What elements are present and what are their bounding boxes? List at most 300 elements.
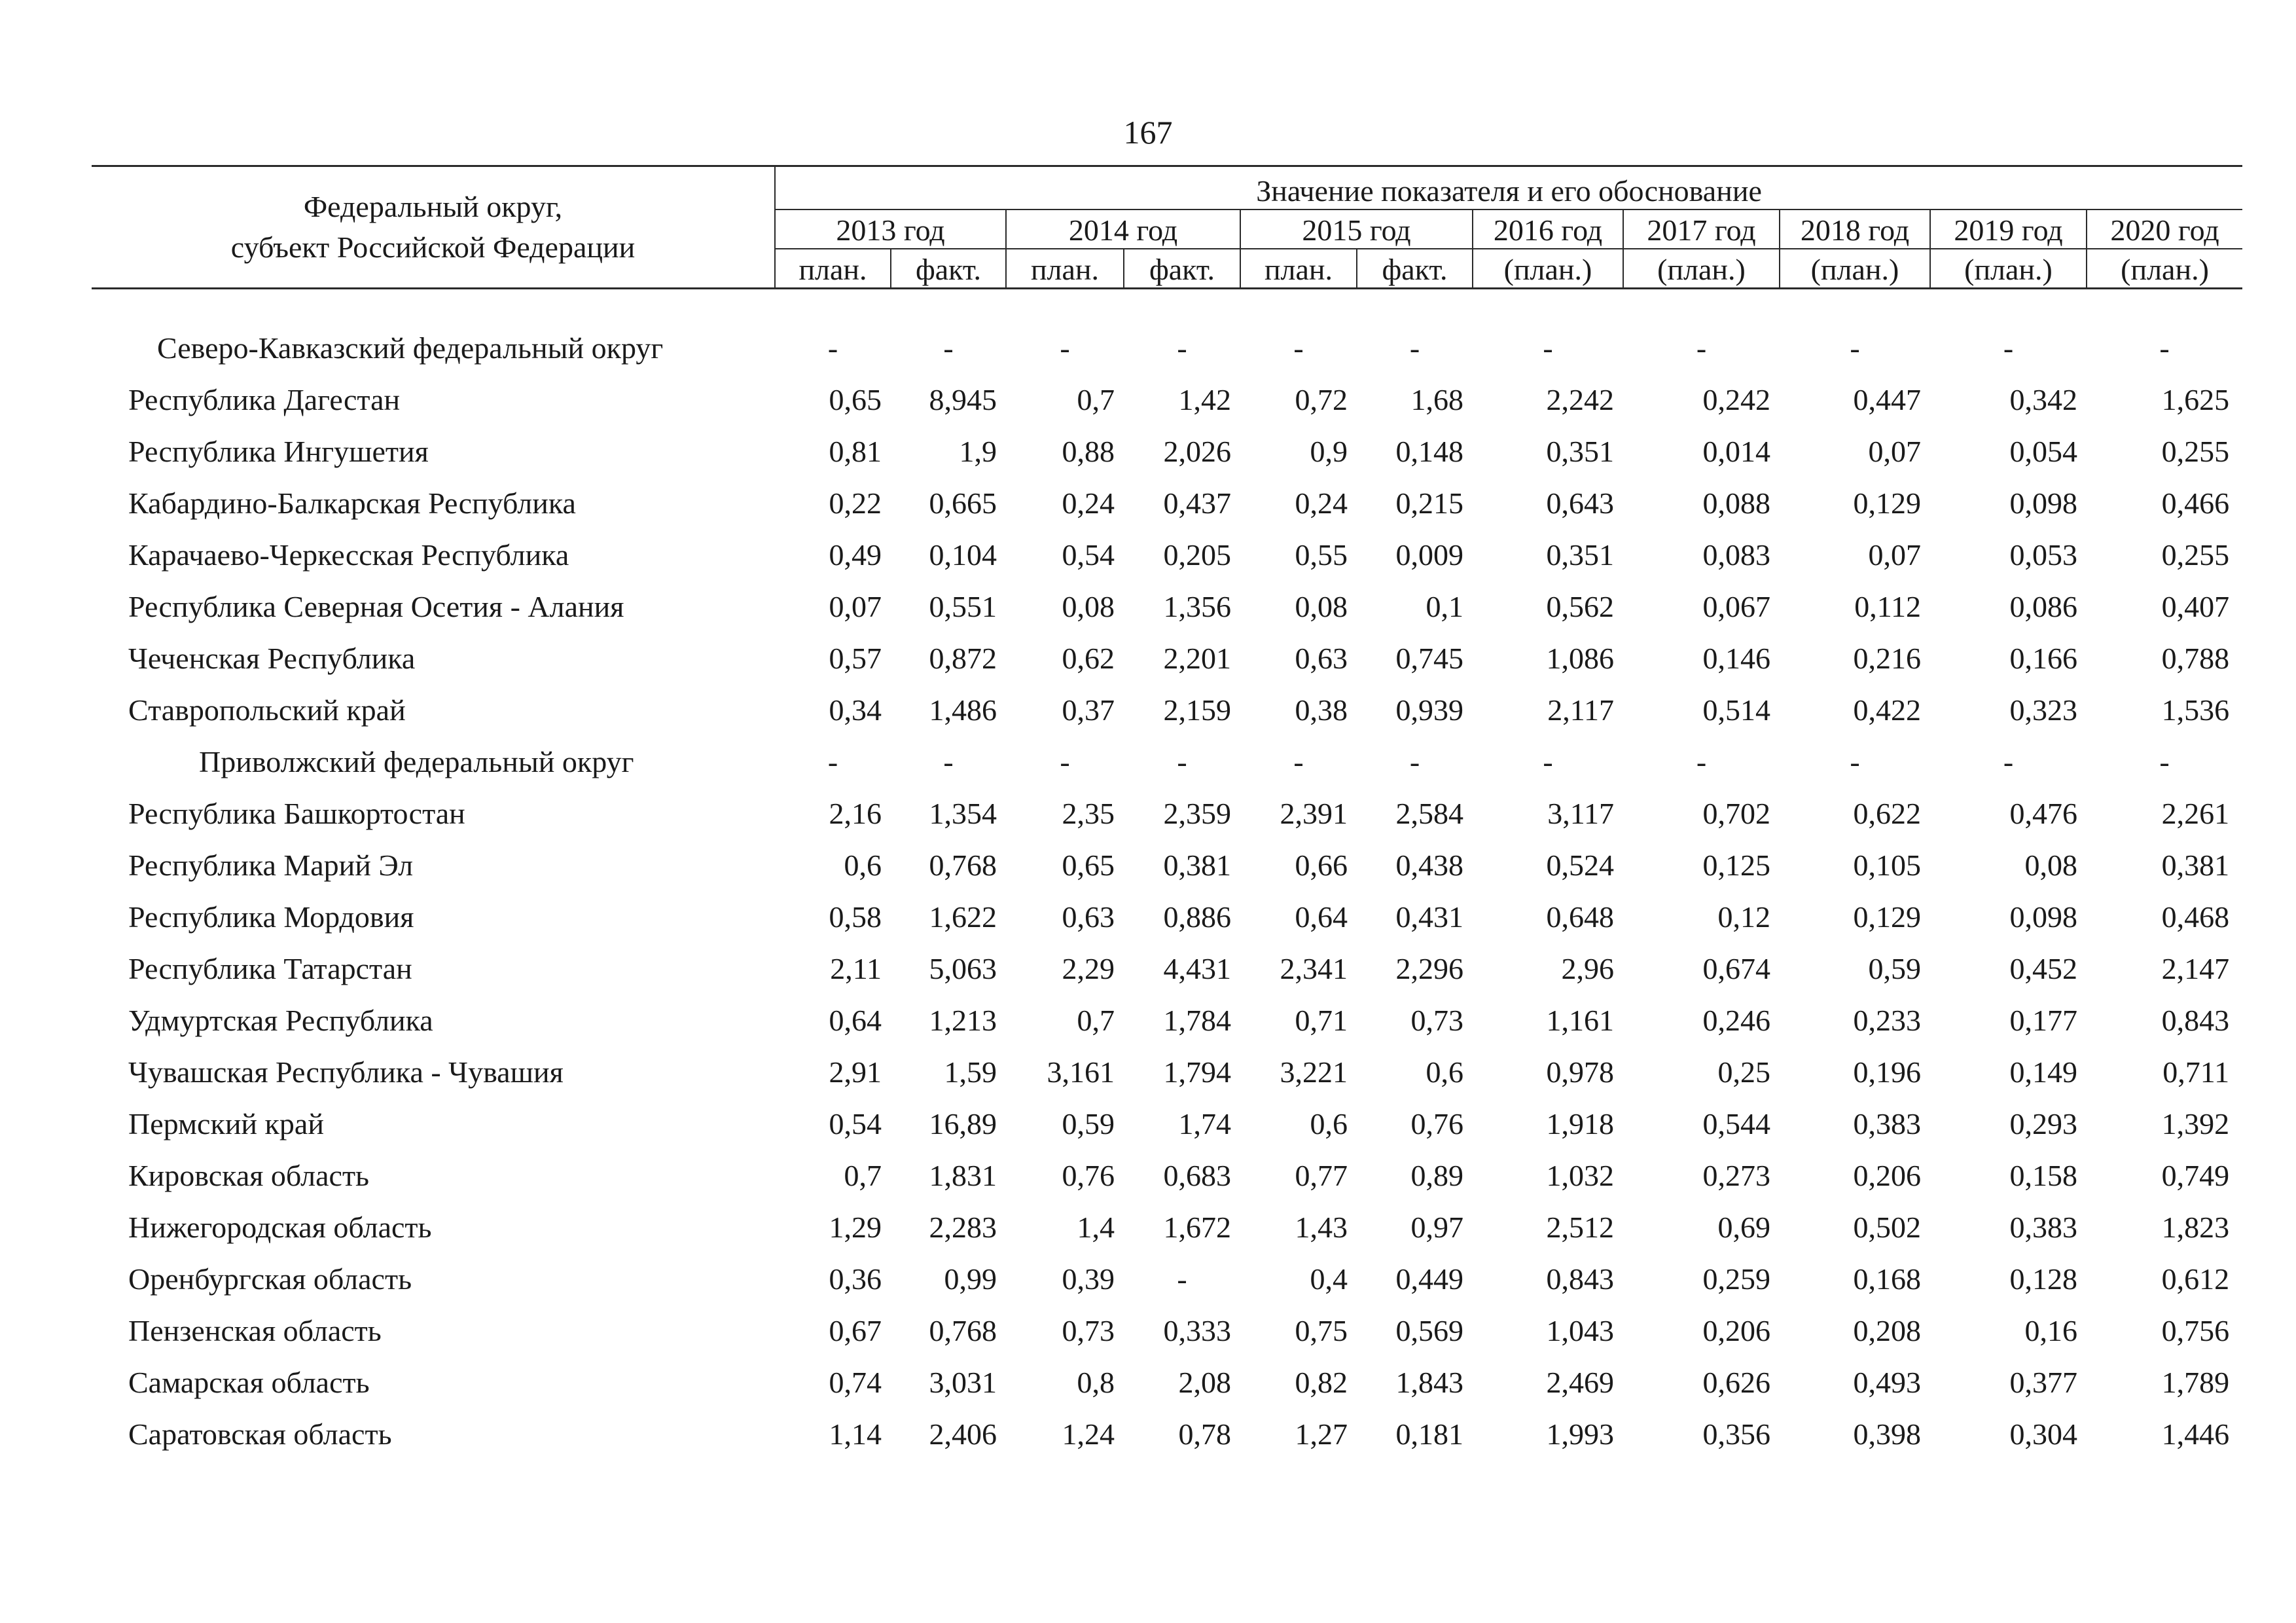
value-cell: 0,73: [1062, 1314, 1115, 1347]
value-cell: 0,323: [2009, 693, 2077, 727]
region-name: Кировская область: [128, 1159, 370, 1192]
value-cell: 0,342: [2009, 383, 2077, 416]
value-cell: 2,201: [1163, 642, 1231, 675]
row-label-header-line: субъект Российской Федерации: [230, 230, 636, 264]
value-cell: -: [1293, 331, 1304, 365]
value-cell: 0,08: [2024, 848, 2077, 882]
table-row: [92, 788, 2242, 839]
value-cell: -: [827, 331, 838, 365]
value-cell: 0,216: [1853, 642, 1921, 675]
value-cell: 0,97: [1410, 1211, 1463, 1244]
value-cell: 0,65: [1062, 848, 1115, 882]
value-cell: 1,843: [1395, 1366, 1463, 1399]
value-cell: 0,75: [1295, 1314, 1348, 1347]
value-cell: 0,431: [1395, 900, 1463, 934]
value-cell: 1,354: [929, 797, 997, 830]
value-cell: 3,161: [1047, 1055, 1115, 1089]
value-cell: 0,37: [1062, 693, 1115, 727]
table-row: [92, 1150, 2242, 1201]
value-cell: 0,104: [929, 538, 997, 572]
region-name: Республика Башкортостан: [128, 797, 465, 830]
group-header: Значение показателя и его обоснование: [775, 166, 2242, 210]
value-cell: 0,146: [1702, 642, 1770, 675]
district-row: [92, 736, 2242, 788]
value-cell: 3,031: [929, 1366, 997, 1399]
region-name: Республика Мордовия: [128, 900, 414, 934]
value-cell: 1,356: [1163, 590, 1231, 623]
value-cell: 0,6: [1426, 1055, 1463, 1089]
value-cell: 8,945: [929, 383, 997, 416]
value-cell: -: [2003, 745, 2014, 778]
value-cell: 0,978: [1546, 1055, 1614, 1089]
value-cell: 0,81: [829, 435, 882, 468]
table-row: [92, 1305, 2242, 1357]
value-cell: 3,221: [1280, 1055, 1348, 1089]
value-cell: 0,569: [1395, 1314, 1463, 1347]
value-cell: 0,683: [1163, 1159, 1231, 1192]
value-cell: 2,391: [1280, 797, 1348, 830]
value-cell: 0,149: [2009, 1055, 2077, 1089]
value-cell: 0,843: [2161, 1004, 2230, 1037]
value-cell: 1,68: [1410, 383, 1463, 416]
value-cell: 0,25: [1717, 1055, 1770, 1089]
value-cell: 1,784: [1163, 1004, 1231, 1037]
value-cell: 0,886: [1163, 900, 1231, 934]
region-name: Саратовская область: [128, 1417, 392, 1451]
value-cell: 4,431: [1163, 952, 1231, 985]
value-cell: 1,672: [1163, 1211, 1231, 1244]
value-cell: 0,59: [1062, 1107, 1115, 1140]
value-cell: 2,341: [1280, 952, 1348, 985]
region-name: Республика Татарстан: [128, 952, 412, 985]
indicator-table: [92, 165, 2242, 1460]
value-cell: 0,82: [1295, 1366, 1348, 1399]
sub-header: (план.): [2121, 253, 2209, 286]
value-cell: 0,24: [1295, 486, 1348, 520]
region-name: Республика Ингушетия: [128, 435, 429, 468]
value-cell: 2,512: [1546, 1211, 1614, 1244]
value-cell: 0,383: [1853, 1107, 1921, 1140]
value-cell: 0,55: [1295, 538, 1348, 572]
value-cell: -: [943, 745, 954, 778]
value-cell: 1,4: [1077, 1211, 1115, 1244]
value-cell: 0,125: [1702, 848, 1770, 882]
value-cell: 0,242: [1702, 383, 1770, 416]
value-cell: 2,29: [1062, 952, 1115, 985]
table-row: [92, 529, 2242, 581]
year-header: 2019 год: [1930, 210, 2087, 249]
table-row: [92, 374, 2242, 426]
value-cell: -: [1543, 745, 1553, 778]
value-cell: 0,674: [1702, 952, 1770, 985]
year-header: 2018 год: [1780, 210, 1930, 249]
value-cell: -: [1293, 745, 1304, 778]
value-cell: 0,129: [1853, 900, 1921, 934]
region-name: Самарская область: [128, 1366, 370, 1399]
value-cell: 0,768: [929, 848, 997, 882]
region-name: Карачаево-Черкесская Республика: [128, 538, 569, 572]
value-cell: 16,89: [929, 1107, 997, 1140]
value-cell: 1,993: [1546, 1417, 1614, 1451]
value-cell: 0,398: [1853, 1417, 1921, 1451]
value-cell: 0,08: [1295, 590, 1348, 623]
value-cell: 1,27: [1295, 1417, 1348, 1451]
value-cell: 0,356: [1702, 1417, 1770, 1451]
value-cell: 0,112: [1854, 590, 1921, 623]
value-cell: 0,65: [829, 383, 882, 416]
value-cell: 0,36: [829, 1262, 882, 1296]
value-cell: 0,053: [2009, 538, 2077, 572]
value-cell: 0,54: [829, 1107, 882, 1140]
value-cell: 0,7: [1077, 383, 1115, 416]
value-cell: 0,437: [1163, 486, 1231, 520]
value-cell: 0,74: [829, 1366, 882, 1399]
value-cell: 0,22: [829, 486, 882, 520]
region-name: Чувашская Республика - Чувашия: [128, 1055, 564, 1089]
value-cell: 1,14: [829, 1417, 882, 1451]
value-cell: 0,438: [1395, 848, 1463, 882]
value-cell: 0,49: [829, 538, 882, 572]
value-cell: 0,206: [1853, 1159, 1921, 1192]
sub-header: план.: [1006, 249, 1124, 289]
value-cell: 1,789: [2161, 1366, 2230, 1399]
table-body: [92, 289, 2242, 1461]
value-cell: 0,62: [1062, 642, 1115, 675]
value-cell: 2,147: [2161, 952, 2230, 985]
district-name: Северо-Кавказский федеральный округ: [157, 331, 664, 365]
value-cell: 1,74: [1178, 1107, 1231, 1140]
value-cell: 1,42: [1178, 383, 1231, 416]
value-cell: 0,63: [1295, 642, 1348, 675]
value-cell: 0,086: [2009, 590, 2077, 623]
value-cell: 1,831: [929, 1159, 997, 1192]
value-cell: 0,72: [1295, 383, 1348, 416]
value-cell: 0,67: [829, 1314, 882, 1347]
value-cell: 0,4: [1310, 1262, 1348, 1296]
value-cell: 0,067: [1702, 590, 1770, 623]
value-cell: 1,59: [944, 1055, 997, 1089]
row-label-header-line: Федеральный округ,: [303, 190, 563, 223]
year-header: 2020 год: [2087, 210, 2242, 249]
value-cell: 3,117: [1547, 797, 1614, 830]
value-cell: 0,177: [2009, 1004, 2077, 1037]
value-cell: 0,622: [1853, 797, 1921, 830]
value-cell: -: [2003, 331, 2014, 365]
table-row: [92, 1253, 2242, 1305]
table-row: [92, 891, 2242, 943]
table-row: [92, 684, 2242, 736]
value-cell: -: [1060, 331, 1070, 365]
value-cell: 1,043: [1546, 1314, 1614, 1347]
value-cell: 0,181: [1395, 1417, 1463, 1451]
value-cell: -: [2159, 331, 2170, 365]
value-cell: -: [943, 331, 954, 365]
region-name: Республика Дагестан: [128, 383, 401, 416]
value-cell: 2,117: [1547, 693, 1614, 727]
value-cell: 0,6: [844, 848, 882, 882]
value-cell: -: [1060, 745, 1070, 778]
value-cell: 0,788: [2161, 642, 2230, 675]
value-cell: 0,66: [1295, 848, 1348, 882]
value-cell: 0,466: [2161, 486, 2230, 520]
table-row: [92, 1098, 2242, 1150]
value-cell: 0,07: [1868, 435, 1921, 468]
value-cell: 1,625: [2161, 383, 2230, 416]
value-cell: 0,7: [844, 1159, 882, 1192]
value-cell: 2,584: [1395, 797, 1463, 830]
value-cell: 2,91: [829, 1055, 882, 1089]
value-cell: 0,07: [829, 590, 882, 623]
value-cell: 2,261: [2161, 797, 2230, 830]
value-cell: 1,24: [1062, 1417, 1115, 1451]
sub-header: факт.: [891, 249, 1006, 289]
value-cell: 0,749: [2161, 1159, 2230, 1192]
value-cell: 0,08: [1062, 590, 1115, 623]
value-cell: 0,78: [1178, 1417, 1231, 1451]
value-cell: 2,296: [1395, 952, 1463, 985]
year-header: 2016 год: [1473, 210, 1623, 249]
sub-header: (план.): [1473, 249, 1623, 289]
value-cell: 2,16: [829, 797, 882, 830]
value-cell: 0,63: [1062, 900, 1115, 934]
value-cell: 0,514: [1702, 693, 1770, 727]
value-cell: 0,626: [1702, 1366, 1770, 1399]
value-cell: 0,58: [829, 900, 882, 934]
value-cell: -: [1409, 745, 1420, 778]
value-cell: 0,939: [1395, 693, 1463, 727]
value-cell: 0,88: [1062, 435, 1115, 468]
value-cell: 0,665: [929, 486, 997, 520]
value-cell: 0,098: [2009, 486, 2077, 520]
value-cell: 0,293: [2009, 1107, 2077, 1140]
year-header: 2014 год: [1006, 210, 1240, 249]
value-cell: 1,032: [1546, 1159, 1614, 1192]
value-cell: 0,768: [929, 1314, 997, 1347]
value-cell: 1,823: [2161, 1211, 2230, 1244]
page-number: 167: [1123, 114, 1173, 151]
value-cell: -: [1177, 1262, 1187, 1296]
table-row: [92, 1046, 2242, 1098]
value-cell: 0,756: [2161, 1314, 2230, 1347]
value-cell: 0,304: [2009, 1417, 2077, 1451]
table-row: [92, 943, 2242, 994]
value-cell: 0,476: [2009, 797, 2077, 830]
value-cell: 0,208: [1853, 1314, 1921, 1347]
value-cell: 1,794: [1163, 1055, 1231, 1089]
value-cell: 2,359: [1163, 797, 1231, 830]
value-cell: 0,196: [1853, 1055, 1921, 1089]
value-cell: 0,745: [1395, 642, 1463, 675]
value-cell: -: [1177, 745, 1187, 778]
value-cell: 0,69: [1717, 1211, 1770, 1244]
value-cell: 1,29: [829, 1211, 882, 1244]
value-cell: 0,009: [1395, 538, 1463, 572]
value-cell: 1,446: [2161, 1417, 2230, 1451]
value-cell: -: [2159, 745, 2170, 778]
value-cell: 0,333: [1163, 1314, 1231, 1347]
sub-header: (план.): [1780, 249, 1930, 289]
value-cell: 0,71: [1295, 1004, 1348, 1037]
value-cell: 0,351: [1546, 435, 1614, 468]
value-cell: 0,99: [944, 1262, 997, 1296]
value-cell: -: [1850, 331, 1860, 365]
table-row: [92, 1201, 2242, 1253]
value-cell: 0,246: [1702, 1004, 1770, 1037]
value-cell: 0,098: [2009, 900, 2077, 934]
value-cell: 0,259: [1702, 1262, 1770, 1296]
value-cell: -: [1696, 331, 1707, 365]
value-cell: 2,35: [1062, 797, 1115, 830]
value-cell: 1,086: [1546, 642, 1614, 675]
value-cell: 0,524: [1546, 848, 1614, 882]
value-cell: 0,083: [1702, 538, 1770, 572]
value-cell: 0,129: [1853, 486, 1921, 520]
value-cell: 0,38: [1295, 693, 1348, 727]
value-cell: 0,502: [1853, 1211, 1921, 1244]
value-cell: 2,08: [1178, 1366, 1231, 1399]
row-label-header: [92, 166, 775, 289]
table-row: [92, 994, 2242, 1046]
value-cell: 1,43: [1295, 1211, 1348, 1244]
value-cell: 0,166: [2009, 642, 2077, 675]
value-cell: 0,088: [1702, 486, 1770, 520]
sub-header: факт.: [1124, 249, 1240, 289]
region-name: Чеченская Республика: [128, 642, 416, 675]
value-cell: 0,7: [1077, 1004, 1115, 1037]
value-cell: 2,159: [1163, 693, 1231, 727]
region-name: Ставропольский край: [128, 693, 406, 727]
table-header: [92, 166, 2242, 289]
value-cell: 1,161: [1546, 1004, 1614, 1037]
value-cell: 0,562: [1546, 590, 1614, 623]
region-name: Нижегородская область: [128, 1211, 432, 1244]
table-row: [92, 1357, 2242, 1408]
value-cell: 0,89: [1410, 1159, 1463, 1192]
value-cell: 1,9: [959, 435, 997, 468]
region-name: Оренбургская область: [128, 1262, 412, 1296]
value-cell: 0,168: [1853, 1262, 1921, 1296]
value-cell: 0,447: [1853, 383, 1921, 416]
value-cell: -: [1696, 745, 1707, 778]
value-cell: 0,381: [1163, 848, 1231, 882]
value-cell: 0,1: [1426, 590, 1463, 623]
value-cell: 0,105: [1853, 848, 1921, 882]
value-cell: 1,536: [2161, 693, 2230, 727]
value-cell: 0,407: [2161, 590, 2230, 623]
value-cell: 0,449: [1395, 1262, 1463, 1296]
value-cell: 0,64: [829, 1004, 882, 1037]
value-cell: 0,377: [2009, 1366, 2077, 1399]
value-cell: 0,551: [929, 590, 997, 623]
value-cell: 0,612: [2161, 1262, 2230, 1296]
value-cell: 1,918: [1546, 1107, 1614, 1140]
value-cell: 2,469: [1546, 1366, 1614, 1399]
value-cell: -: [1543, 331, 1553, 365]
value-cell: 5,063: [929, 952, 997, 985]
district-name: Приволжский федеральный округ: [199, 745, 634, 778]
table-row: [92, 581, 2242, 632]
value-cell: 0,215: [1395, 486, 1463, 520]
value-cell: 0,64: [1295, 900, 1348, 934]
year-header: 2015 год: [1240, 210, 1473, 249]
value-cell: 0,452: [2009, 952, 2077, 985]
value-cell: 0,24: [1062, 486, 1115, 520]
value-cell: -: [1850, 745, 1860, 778]
sub-header: план.: [775, 249, 891, 289]
value-cell: 1,392: [2161, 1107, 2230, 1140]
value-cell: 2,026: [1163, 435, 1231, 468]
value-cell: 0,648: [1546, 900, 1614, 934]
value-cell: 2,242: [1546, 383, 1614, 416]
value-cell: 0,383: [2009, 1211, 2077, 1244]
value-cell: 0,255: [2161, 435, 2230, 468]
value-cell: 0,148: [1395, 435, 1463, 468]
value-cell: 1,486: [929, 693, 997, 727]
year-header: 2017 год: [1623, 210, 1780, 249]
table-row: [92, 632, 2242, 684]
value-cell: 0,12: [1717, 900, 1770, 934]
value-cell: 0,158: [2009, 1159, 2077, 1192]
value-cell: 0,54: [1062, 538, 1115, 572]
value-cell: 0,493: [1853, 1366, 1921, 1399]
table-row: [92, 1408, 2242, 1460]
value-cell: -: [1177, 331, 1187, 365]
value-cell: 0,273: [1702, 1159, 1770, 1192]
table-row: [92, 477, 2242, 529]
value-cell: -: [827, 745, 838, 778]
sub-header: (план.): [1930, 249, 2087, 289]
value-cell: 2,283: [929, 1211, 997, 1244]
district-row: [92, 322, 2242, 374]
table-row: [92, 839, 2242, 891]
value-cell: 0,206: [1702, 1314, 1770, 1347]
region-name: Кабардино-Балкарская Республика: [128, 486, 576, 520]
value-cell: 0,76: [1062, 1159, 1115, 1192]
value-cell: -: [1409, 331, 1420, 365]
region-name: Удмуртская Республика: [128, 1004, 433, 1037]
value-cell: 0,711: [2162, 1055, 2230, 1089]
value-cell: 0,233: [1853, 1004, 1921, 1037]
year-header: 2013 год: [775, 210, 1006, 249]
value-cell: 0,205: [1163, 538, 1231, 572]
value-cell: 1,622: [929, 900, 997, 934]
sub-header: (план.): [1623, 249, 1780, 289]
value-cell: 0,702: [1702, 797, 1770, 830]
sub-header: факт.: [1357, 249, 1473, 289]
value-cell: 0,872: [929, 642, 997, 675]
value-cell: 0,843: [1546, 1262, 1614, 1296]
value-cell: 0,59: [1868, 952, 1921, 985]
value-cell: 0,57: [829, 642, 882, 675]
value-cell: 2,11: [830, 952, 882, 985]
value-cell: 0,9: [1310, 435, 1348, 468]
value-cell: 0,6: [1310, 1107, 1348, 1140]
value-cell: 0,128: [2009, 1262, 2077, 1296]
value-cell: 2,96: [1561, 952, 1614, 985]
value-cell: 0,07: [1868, 538, 1921, 572]
value-cell: 0,8: [1077, 1366, 1115, 1399]
region-name: Пензенская область: [128, 1314, 382, 1347]
value-cell: 0,77: [1295, 1159, 1348, 1192]
value-cell: 0,054: [2009, 435, 2077, 468]
value-cell: 0,381: [2161, 848, 2230, 882]
value-cell: 0,014: [1702, 435, 1770, 468]
sub-header: план.: [1240, 249, 1357, 289]
value-cell: 0,544: [1702, 1107, 1770, 1140]
value-cell: 0,255: [2161, 538, 2230, 572]
value-cell: 1,213: [929, 1004, 997, 1037]
value-cell: 0,76: [1410, 1107, 1463, 1140]
